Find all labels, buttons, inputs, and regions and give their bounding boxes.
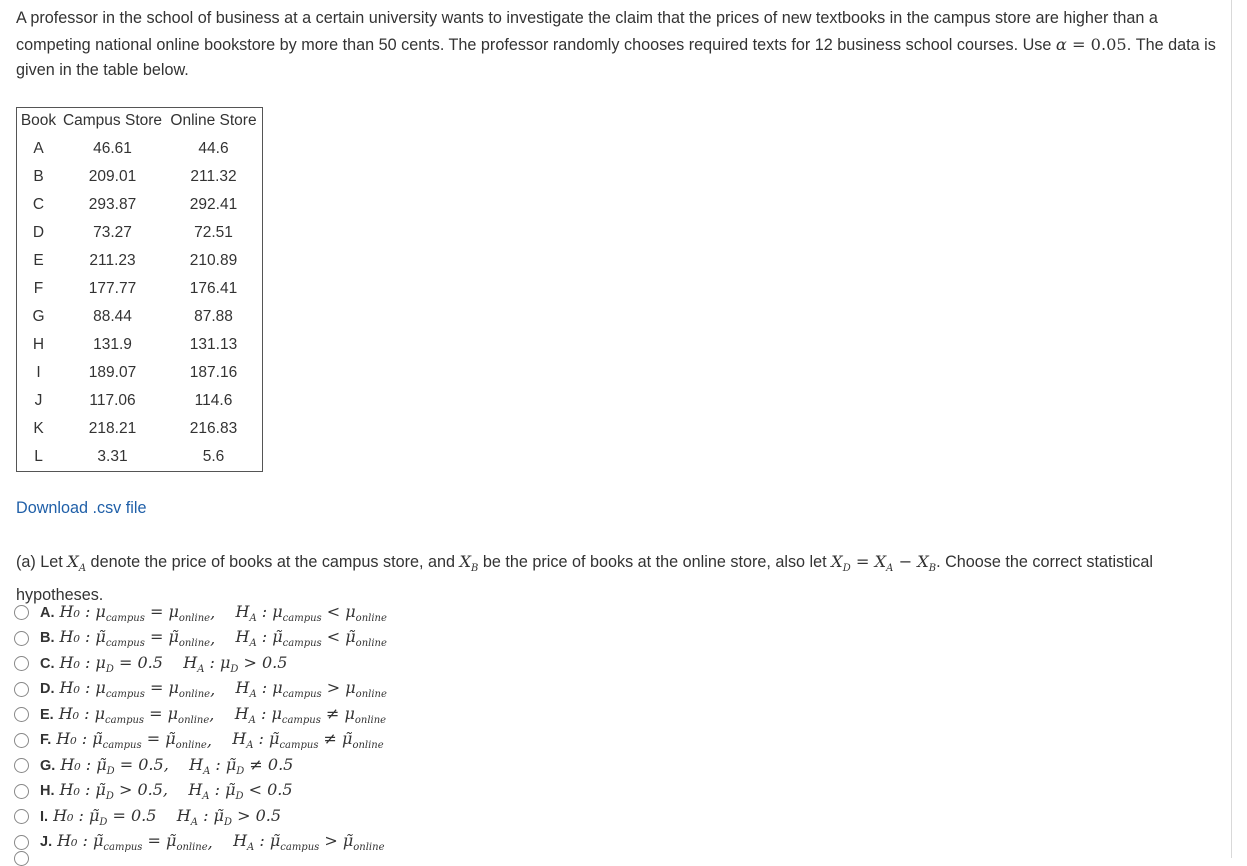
alternative-hypothesis: $H_A$ : $\mu_{campus} > \mu_{online}$: [235, 678, 387, 701]
null-hypothesis: H₀ : $\mũ_{campus}$ = $\mũ_{online}$: [59, 627, 211, 650]
q-text: (a) Let: [16, 553, 68, 571]
alternative-hypothesis: $H_A$ : $\mu_{campus} < \mu_{online}$: [235, 601, 387, 624]
cell-campus-price: 189.07: [88, 364, 137, 381]
option-letter: C.: [40, 655, 55, 672]
cell-campus-price: 131.9: [93, 336, 132, 353]
alternative-hypothesis: $H_A$ : $\mũ_D \ne 0.5$: [189, 754, 294, 777]
cell-book: I: [36, 364, 41, 381]
xa-sub: A: [78, 563, 87, 575]
cell-book: F: [33, 280, 44, 297]
download-csv-link[interactable]: Download .csv file: [16, 499, 147, 517]
table-row: [17, 303, 263, 331]
option-letter: I.: [40, 808, 49, 825]
table-row: [17, 247, 263, 275]
option-item[interactable]: [14, 651, 387, 677]
separator: [168, 782, 188, 801]
intro-text-end: . The data is given in the table below.: [16, 35, 1216, 79]
minus-sub: B: [928, 563, 937, 575]
radio-button[interactable]: [14, 682, 29, 697]
option-item[interactable]: [14, 677, 387, 703]
null-hypothesis: H₀ : $\mu_{campus} = \mu_{online}$: [59, 601, 211, 624]
option-letter: A.: [40, 604, 55, 621]
option-letter: H.: [40, 783, 55, 800]
xd-var: X: [831, 552, 843, 571]
separator: ,: [210, 679, 236, 699]
separator: ,: [207, 832, 234, 852]
table-row: [17, 275, 263, 303]
radio-button[interactable]: [14, 656, 29, 671]
table-header-row: [17, 108, 263, 136]
q-text: . Choose the correct statistical hypotheses.: [16, 553, 1153, 605]
null-hypothesis: H₀ : $\mu_D = 0.5$: [59, 652, 163, 675]
option-item[interactable]: [14, 702, 387, 728]
option-item[interactable]: [14, 753, 387, 779]
column-header-book: Book: [20, 111, 57, 129]
cell-campus-price: 3.31: [97, 448, 128, 465]
cell-campus-price: 209.01: [88, 168, 137, 185]
cell-book: D: [32, 224, 45, 241]
minus-expr: − X: [893, 552, 929, 571]
cell-online-price: 292.41: [189, 196, 238, 213]
option-letter: G.: [40, 757, 56, 774]
table-row: [17, 135, 263, 163]
option-letter: F.: [40, 732, 52, 749]
cell-book: B: [33, 168, 44, 185]
cell-campus-price: 177.77: [88, 280, 137, 297]
cell-online-price: 44.6: [198, 140, 229, 157]
option-letter: J.: [40, 834, 53, 851]
cell-online-price: 176.41: [189, 280, 238, 297]
cell-book: L: [34, 448, 43, 465]
alternative-hypothesis: $H_A$ : $\mũ_{campus}$ > $\mũ_{online}$: [233, 831, 385, 854]
answer-options: [14, 600, 387, 855]
radio-button[interactable]: [14, 809, 29, 824]
separator: ,: [209, 705, 235, 725]
column-header-campus: Campus Store: [62, 111, 163, 129]
cell-online-price: 216.83: [189, 420, 238, 437]
alternative-hypothesis: $H_A$ : $\mũ_{campus}$ < $\mũ_{online}$: [235, 627, 387, 650]
table-row: [17, 191, 263, 219]
option-letter: B.: [40, 630, 55, 647]
option-item[interactable]: [14, 779, 387, 805]
null-hypothesis: H₀ : $\mũ_D = 0.5$: [53, 805, 157, 828]
intro-text: A professor in the school of business at a certain university wants to investigate the claim that the prices of new textbooks in the campus store are higher than a competing national online bookstore by more than 50 cents. The professor randomly chooses required texts for 12 business school courses. Use: [16, 9, 1158, 54]
table-row: [17, 415, 263, 443]
option-item[interactable]: [14, 626, 387, 652]
cell-online-price: 211.32: [190, 168, 237, 185]
alternative-hypothesis: $H_A$ : $\mu_D > 0.5$: [183, 652, 288, 675]
table-row: [17, 359, 263, 387]
xd-rhs: = X: [850, 552, 887, 571]
option-letter: D.: [40, 681, 55, 698]
option-item[interactable]: [14, 830, 387, 856]
alpha-value: 0.05: [1090, 34, 1127, 54]
separator: [163, 654, 183, 673]
separator: ,: [210, 603, 236, 623]
radio-button[interactable]: [14, 784, 29, 799]
q-text: be the price of books at the online store, also let: [478, 553, 832, 571]
xd-rhs-sub: A: [886, 563, 894, 575]
xd-sub: D: [842, 563, 851, 575]
cell-online-price: 187.16: [189, 364, 238, 381]
radio-button[interactable]: [14, 835, 29, 850]
cell-campus-price: 293.87: [88, 196, 137, 213]
cell-book: G: [32, 308, 45, 325]
q-text: denote the price of books at the campus store, and: [86, 553, 460, 571]
option-item[interactable]: [14, 804, 387, 830]
cell-online-price: 72.51: [194, 224, 233, 241]
cell-online-price: 210.89: [189, 252, 238, 269]
cell-campus-price: 117.06: [89, 392, 136, 409]
null-hypothesis: H₀ : $\mu_{campus} = \mu_{online}$: [58, 703, 210, 726]
xb-var: X: [459, 552, 472, 571]
price-table: [16, 107, 263, 472]
null-hypothesis: H₀ : $\mu_{campus} = \mu_{online}$: [59, 678, 211, 701]
alternative-hypothesis: $H_A$ : $\mu_{campus} \ne \mu_{online}$: [234, 703, 387, 726]
table-row: [17, 163, 263, 191]
null-hypothesis: H₀ : $\mũ_{campus}$ = $\mũ_{online}$: [56, 729, 207, 752]
table-row: [17, 219, 263, 247]
cell-campus-price: 211.23: [89, 252, 136, 269]
cell-campus-price: 46.61: [93, 140, 132, 157]
cell-book: K: [33, 420, 44, 437]
xa-var: X: [67, 552, 79, 571]
table-row: [17, 331, 263, 359]
cell-book: C: [32, 196, 45, 213]
alternative-hypothesis: $H_A$ : $\mũ_{campus}$ ≠ $\mũ_{online}$: [232, 729, 384, 752]
separator: [169, 756, 189, 775]
separator: ,: [206, 730, 233, 750]
cell-campus-price: 88.44: [93, 308, 132, 325]
xb-sub: B: [471, 563, 479, 575]
alpha-symbol: α: [1055, 34, 1067, 54]
cell-campus-price: 73.27: [93, 224, 132, 241]
option-item[interactable]: [14, 728, 387, 754]
radio-button[interactable]: [14, 851, 29, 866]
table-row: [17, 443, 263, 472]
cell-online-price: 5.6: [202, 448, 225, 465]
separator: [156, 807, 176, 826]
null-hypothesis: H₀ : $\mũ_D > 0.5$,: [59, 780, 168, 803]
cell-online-price: 87.88: [194, 308, 233, 325]
problem-statement: [16, 6, 1221, 84]
alternative-hypothesis: $H_A$ : $\mũ_D < 0.5$: [188, 780, 293, 803]
cell-online-price: 114.6: [194, 392, 233, 409]
separator: ,: [210, 628, 236, 648]
cell-book: H: [32, 336, 45, 353]
null-hypothesis: H₀ : $\mũ_D = 0.5$,: [60, 754, 169, 777]
cell-online-price: 131.13: [189, 336, 238, 353]
column-header-online: Online Store: [170, 111, 257, 129]
option-letter: E.: [40, 706, 54, 723]
alternative-hypothesis: $H_A$ : $\mũ_D > 0.5$: [176, 805, 282, 828]
cell-book: A: [33, 140, 44, 157]
null-hypothesis: H₀ : $\mũ_{campus}$ = $\mũ_{online}$: [57, 831, 208, 854]
radio-button[interactable]: [14, 707, 29, 722]
cell-campus-price: 218.21: [88, 420, 137, 437]
option-item[interactable]: [14, 600, 387, 626]
cell-book: J: [34, 392, 43, 409]
radio-button[interactable]: [14, 605, 29, 620]
cell-book: E: [33, 252, 44, 269]
radio-button[interactable]: [14, 733, 29, 748]
equals-sign: =: [1066, 34, 1091, 54]
table-row: [17, 387, 263, 415]
radio-button[interactable]: [14, 631, 29, 646]
radio-button[interactable]: [14, 758, 29, 773]
